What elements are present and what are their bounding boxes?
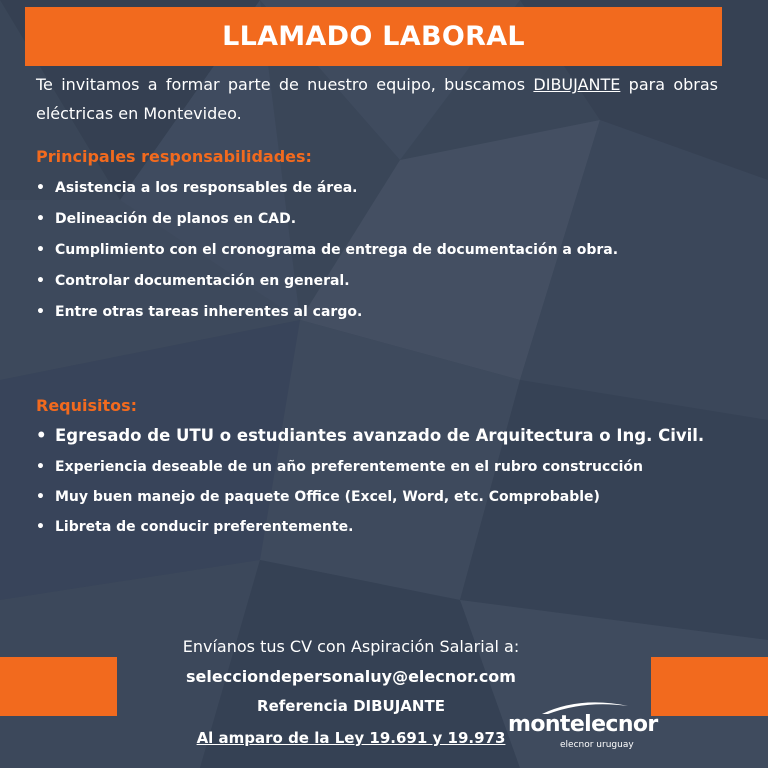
intro-paragraph	[36, 70, 718, 128]
page-title: LLAMADO LABORAL	[222, 21, 525, 52]
reference-text: Referencia DIBUJANTE	[257, 697, 445, 715]
bullet-icon: •	[36, 519, 45, 535]
bullet-icon: •	[36, 304, 45, 320]
bullet-icon: •	[36, 426, 47, 445]
logo-name: montelecnor	[508, 712, 658, 737]
logo-subtitle: elecnor uruguay	[560, 740, 634, 750]
list-item: • Muy buen manejo de paquete Office (Excel, Word, etc. Comprobable)	[36, 486, 704, 516]
intro-text-end: para obras eléctricas en Montevideo.	[36, 75, 718, 123]
job-title-highlight: DIBUJANTE	[533, 75, 621, 94]
list-item: • Controlar documentación en general.	[36, 270, 618, 301]
requirements-list	[36, 425, 704, 546]
list-item: • Experiencia deseable de un año preferentemente en el rubro construcción	[36, 456, 704, 486]
responsibilities-list	[36, 177, 618, 332]
right-accent-block	[651, 657, 768, 716]
intro-text-start: Te invitamos a formar parte de nuestro equipo, buscamos	[36, 75, 534, 94]
list-item: • Asistencia a los responsables de área.	[36, 177, 618, 208]
list-item: • Cumplimiento con el cronograma de entrega de documentación a obra.	[36, 239, 618, 270]
left-accent-block	[0, 657, 117, 716]
list-item: • Libreta de conducir preferentemente.	[36, 516, 704, 546]
bullet-icon: •	[36, 211, 45, 227]
bullet-icon: •	[36, 273, 45, 289]
company-logo	[500, 698, 658, 758]
responsibilities-heading: Principales responsabilidades:	[36, 147, 312, 166]
list-item: • Delineación de planos en CAD.	[36, 208, 618, 239]
contact-email: selecciondepersonaluy@elecnor.com	[186, 667, 516, 686]
bullet-icon: •	[36, 489, 45, 505]
title-banner	[25, 7, 722, 66]
list-item: • Egresado de UTU o estudiantes avanzado de Arquitectura o Ing. Civil.	[36, 426, 705, 445]
requirements-heading: Requisitos:	[36, 396, 138, 415]
list-item: • Entre otras tareas inherentes al cargo.	[36, 301, 618, 332]
bullet-icon: •	[36, 180, 45, 196]
bullet-icon: •	[36, 242, 45, 258]
law-notice: Al amparo de la Ley 19.691 y 19.973	[196, 729, 506, 747]
cv-instructions: Envíanos tus CV con Aspiración Salarial a:	[182, 637, 520, 656]
bullet-icon: •	[36, 459, 45, 475]
